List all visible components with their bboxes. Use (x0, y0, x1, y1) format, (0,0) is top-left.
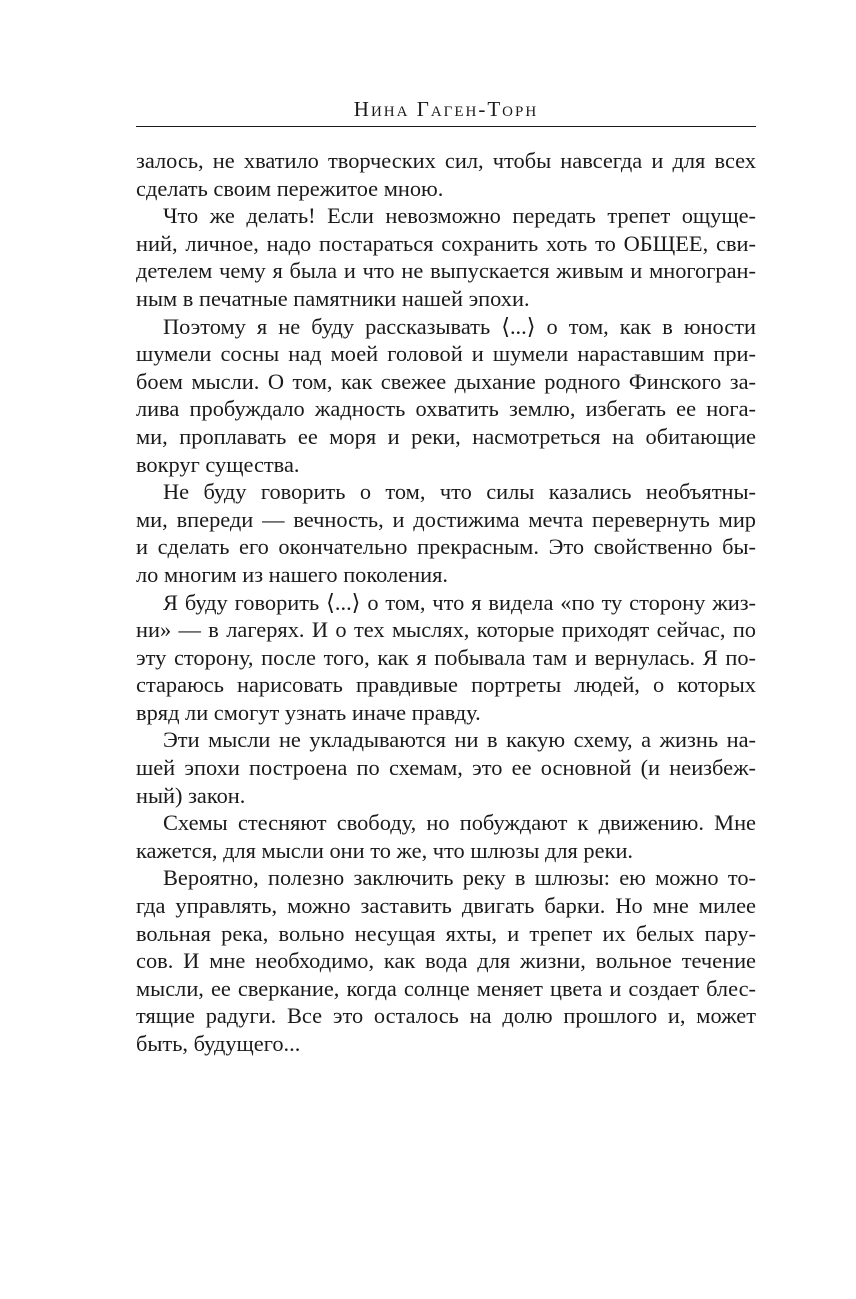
text-line: лива пробуждало жадность охватить землю, избегать ее нога- (136, 396, 756, 422)
header-rule (136, 126, 756, 127)
text-line: боем мысли. О том, как свежее дыхание родного Финского за- (136, 368, 756, 394)
text-line: сделать своим пережитое мною. (136, 175, 444, 201)
running-header: Нина Гаген-Торн (353, 97, 539, 121)
text-line: и сделать его окончательно прекрасным. Это свойственно бы- (136, 534, 756, 560)
text-line: шумели сосны над моей головой и шумели нараставшим при- (136, 341, 756, 367)
paragraph-3 (136, 313, 756, 479)
text-line: ло многим из нашего поколения. (136, 561, 448, 587)
text-line: детелем чему я была и что не выпускается живым и многогран- (136, 258, 756, 284)
text-line: ми, впереди — вечность, и достижима мечта перевернуть мир (136, 506, 756, 532)
text-line: вокруг существа. (136, 451, 300, 477)
paragraph-1 (136, 147, 756, 202)
text-line: Что же делать! Если невозможно передать трепет ощуще- (163, 203, 756, 229)
body-text (136, 147, 756, 1058)
text-line: Я буду говорить ⟨...⟩ о том, что я видела «по ту сторону жиз- (163, 589, 756, 615)
text-line: Вероятно, полезно заключить реку в шлюзы: ею можно то- (163, 865, 756, 891)
text-line: залось, не хватило творческих сил, чтобы навсегда и для всех (136, 148, 756, 173)
paragraph-2 (136, 202, 756, 312)
text-line: вряд ли смогут узнать иначе правду. (136, 699, 481, 725)
text-line: стараюсь нарисовать правдивые портреты людей, о которых (136, 672, 756, 698)
text-line: ни» — в лагерях. И о тех мыслях, которые приходят сейчас, по (136, 617, 756, 643)
text-line: ным в печатные памятники нашей эпохи. (136, 285, 530, 311)
text-line: быть, будущего... (136, 1031, 301, 1056)
text-line: тящие радуги. Все это осталось на долю прошлого и, может (136, 1003, 756, 1029)
paragraph-5 (136, 589, 756, 727)
text-line: гда управлять, можно заставить двигать барки. Но мне милее (136, 893, 756, 919)
text-line: шей эпохи построена по схемам, это ее основной (и неизбеж- (136, 755, 756, 781)
paragraph-7 (136, 809, 756, 864)
text-line: Схемы стесняют свободу, но побуждают к движению. Мне (163, 810, 756, 836)
text-line: Эти мысли не укладываются ни в какую схему, а жизнь на- (163, 727, 756, 753)
text-line: мысли, ее сверкание, когда солнце меняет цвета и создает блес- (136, 975, 756, 1001)
text-line: ный) закон. (136, 782, 246, 808)
text-line: ми, проплавать ее моря и реки, насмотреться на обитающие (136, 423, 756, 449)
text-line: сов. И мне необходимо, как вода для жизни, вольное течение (136, 948, 756, 974)
text-line: Не буду говорить о том, что силы казались необъятны- (163, 479, 756, 505)
text-line: эту сторону, после того, как я побывала там и вернулась. Я по- (136, 644, 756, 670)
paragraph-6 (136, 726, 756, 809)
text-line: вольная река, вольно несущая яхты, и трепет их белых пару- (136, 920, 756, 946)
text-line: Поэтому я не буду рассказывать ⟨...⟩ о том, как в юности (163, 313, 756, 339)
text-line: кажется, для мысли они то же, что шлюзы для реки. (136, 837, 634, 863)
paragraph-8 (136, 864, 756, 1057)
paragraph-4 (136, 478, 756, 588)
text-line: ний, личное, надо постараться сохранить хоть то ОБЩЕЕ, сви- (136, 230, 756, 256)
